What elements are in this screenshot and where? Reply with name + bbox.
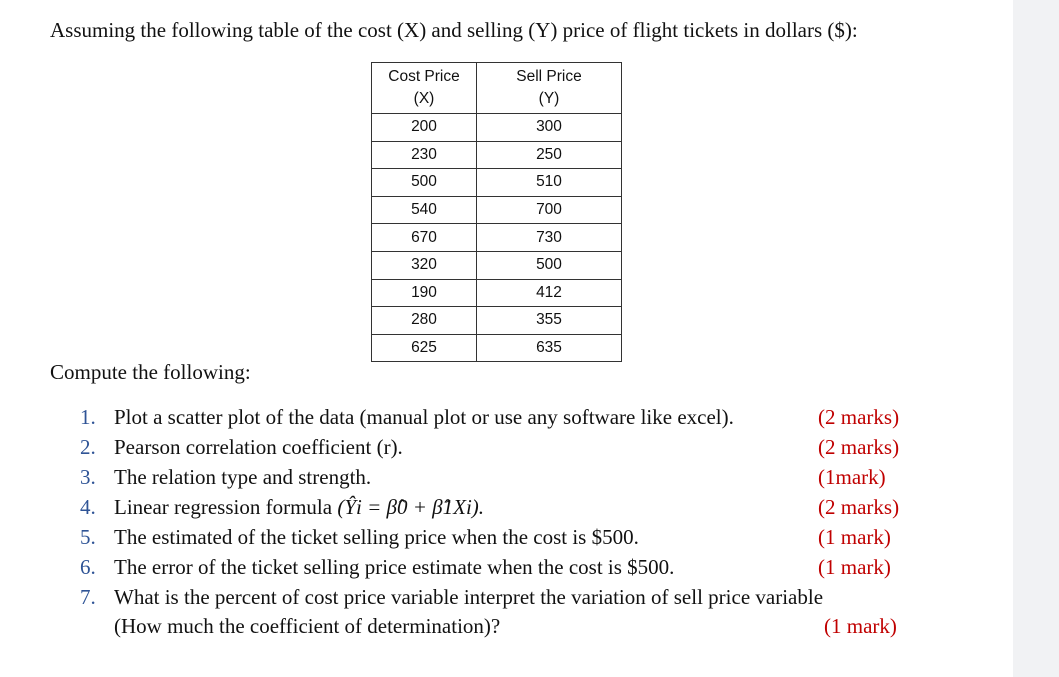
item-marks: (2 marks) <box>818 495 900 519</box>
cost-cell: 320 <box>372 251 477 279</box>
table-row <box>372 224 622 252</box>
cost-cell: 625 <box>372 334 477 362</box>
sell-cell: 700 <box>477 196 622 224</box>
list-item <box>80 432 910 462</box>
item-number: 3. <box>80 465 96 489</box>
sell-cell: 300 <box>477 114 622 142</box>
item-marks: (1 mark) <box>818 525 891 549</box>
cost-cell: 670 <box>372 224 477 252</box>
cost-sell-table <box>371 62 622 362</box>
header-sell-price <box>477 63 622 114</box>
list-item <box>80 582 910 640</box>
table-row <box>372 196 622 224</box>
cost-cell: 500 <box>372 169 477 197</box>
item-text: The estimated of the ticket selling price when the cost is $500. <box>114 525 639 549</box>
header-symbol: (Y) <box>538 90 560 107</box>
item-marks: (1 mark) <box>824 614 897 638</box>
sell-cell: 635 <box>477 334 622 362</box>
item-number: 6. <box>80 555 96 579</box>
cost-cell: 280 <box>372 307 477 335</box>
item-text: Pearson correlation coefficient (r). <box>114 435 403 459</box>
sell-cell: 730 <box>477 224 622 252</box>
item-marks: (1mark) <box>818 465 886 489</box>
table-header-row <box>372 63 622 114</box>
cost-cell: 200 <box>372 114 477 142</box>
list-item <box>80 522 910 552</box>
intro-text: Assuming the following table of the cost (X) and selling (Y) price of flight tickets in dollars ($): <box>50 18 858 42</box>
table-row <box>372 334 622 362</box>
item-text-with-formula <box>114 492 484 522</box>
cost-cell: 230 <box>372 141 477 169</box>
header-symbol: (X) <box>413 90 435 107</box>
sell-cell: 500 <box>477 251 622 279</box>
list-item <box>80 402 910 432</box>
item-text: The relation type and strength. <box>114 465 372 489</box>
table-row <box>372 307 622 335</box>
table-row <box>372 169 622 197</box>
table-row <box>372 141 622 169</box>
header-label: Cost Price <box>388 68 460 85</box>
item-marks: (1 mark) <box>818 555 891 579</box>
sell-cell: 355 <box>477 307 622 335</box>
right-margin-panel <box>1013 0 1059 677</box>
item-text-continued: (How much the coefficient of determination)? <box>114 614 501 638</box>
header-cost-price <box>372 63 477 114</box>
sell-cell: 510 <box>477 169 622 197</box>
item-number: 5. <box>80 525 96 549</box>
item-number: 1. <box>80 405 96 429</box>
item-number: 4. <box>80 495 96 519</box>
list-item <box>80 462 910 492</box>
item-text: The error of the ticket selling price estimate when the cost is $500. <box>114 555 675 579</box>
table-row <box>372 251 622 279</box>
task-list <box>80 402 910 640</box>
header-label: Sell Price <box>516 68 582 85</box>
cost-cell: 540 <box>372 196 477 224</box>
sell-cell: 250 <box>477 141 622 169</box>
sell-cell: 412 <box>477 279 622 307</box>
regression-formula: (Ŷi = β̂0 + β̂1Xi). <box>337 495 485 519</box>
compute-heading: Compute the following: <box>50 360 251 384</box>
item-text: Plot a scatter plot of the data (manual plot or use any software like excel). <box>114 405 734 429</box>
item-marks: (2 marks) <box>818 405 900 429</box>
item-number: 7. <box>80 585 96 609</box>
list-item <box>80 552 910 582</box>
item-text: Linear regression formula <box>114 495 333 519</box>
table-row <box>372 279 622 307</box>
item-number: 2. <box>80 435 96 459</box>
table-row <box>372 114 622 142</box>
list-item <box>80 492 910 522</box>
cost-cell: 190 <box>372 279 477 307</box>
item-marks: (2 marks) <box>818 435 900 459</box>
item-text: What is the percent of cost price variable interpret the variation of sell price variable <box>114 585 824 609</box>
